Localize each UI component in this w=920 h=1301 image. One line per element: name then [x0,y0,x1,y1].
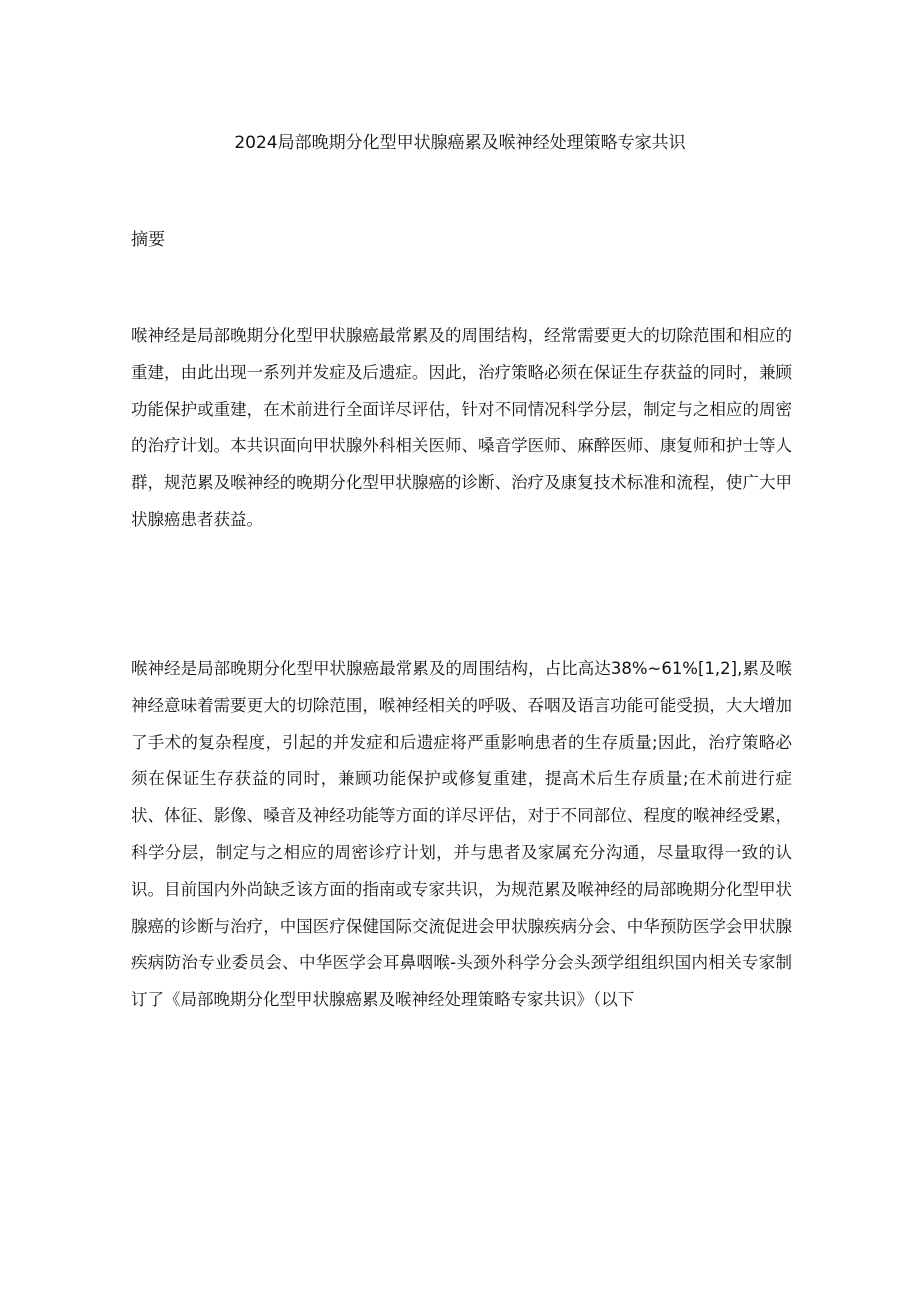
body-paragraph: 喉神经是局部晚期分化型甲状腺癌最常累及的周围结构，占比高达38%~61%[1,2],累及喉神经意味着需要更大的切除范围，喉神经相关的呼吸、吞咽及语言功能可能受损，大大增加了手术的复杂程度，引起的并发症和后遗症将严重影响患者的生存质量;因此，治疗策略必须在保证生存获益的同时，兼顾功能保护或修复重建，提高术后生存质量;在术前进行症状、体征、影像、嗓音及神经功能等方面的详尽评估，对于不同部位、程度的喉神经受累，科学分层，制定与之相应的周密诊疗计划，并与患者及家属充分沟通，尽量取得一致的认识。目前国内外尚缺乏该方面的指南或专家共识，为规范累及喉神经的局部晚期分化型甲状腺癌的诊断与治疗，中国医疗保健国际交流促进会甲状腺疾病分会、中华预防医学会甲状腺疾病防治专业委员会、中华医学会耳鼻咽喉-头颈外科学分会头颈学组组织国内相关专家制订了《局部晚期分化型甲状腺癌累及喉神经处理策略专家共识》（以下 [131,659,792,1010]
document-title: 2024局部晚期分化型甲状腺癌累及喉神经处理策略专家共识 [234,133,686,153]
abstract-paragraph: 喉神经是局部晚期分化型甲状腺癌最常累及的周围结构，经常需要更大的切除范围和相应的重建，由此出现一系列并发症及后遗症。因此，治疗策略必须在保证生存获益的同时，兼顾功能保护或重建，在术前进行全面详尽评估，针对不同情况科学分层，制定与之相应的周密的治疗计划。本共识面向甲状腺外科相关医师、嗓音学医师、麻醉医师、康复师和护士等人群，规范累及喉神经的晚期分化型甲状腺癌的诊断、治疗及康复技术标准和流程，使广大甲状腺癌患者获益。 [131,326,792,529]
abstract-heading: 摘要 [131,230,165,250]
